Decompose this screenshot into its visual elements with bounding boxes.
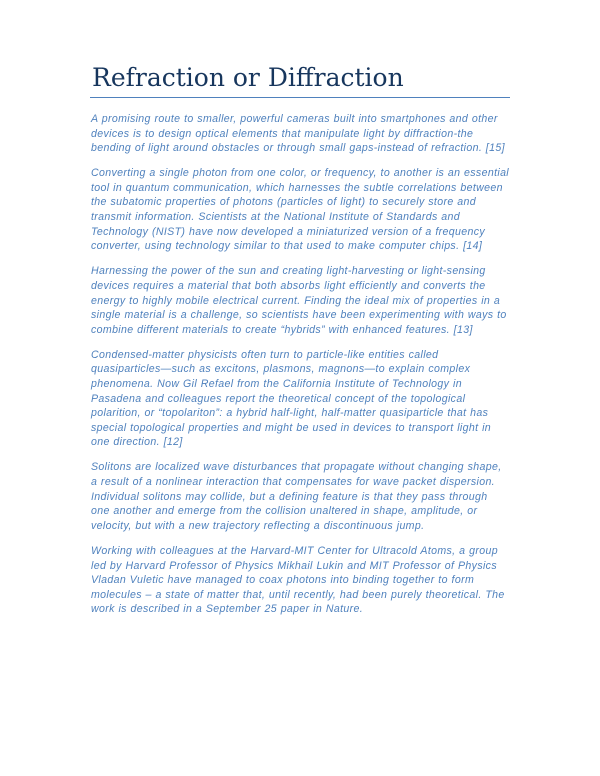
paragraph-frequency-converter: Converting a single photon from one color, or frequency, to another is an essential tool in quantum communication, which harnesses the subtle correlations between the subatomic properties of photons (particles of light) to securely store and transmit information. Scientists at the National Institute of Standards and Technology (NIST) have now developed a miniaturized version of a frequency converter, using technology similar to that used to make computer chips. [14] [91,167,510,253]
paragraph-topolariton: Condensed-matter physicists often turn to particle-like entities called quasiparticles—such as excitons, plasmons, magnons—to explain complex phenomena. Now Gil Refael from the California Institute of Technology in Pasadena and colleagues report the theoretical concept of the topological polarition, or “topolariton”: a hybrid half-light, half-matter quasiparticle that has special topological properties and might be used in devices to transport light in one direction. [12] [91,348,492,449]
paragraph-solitons: Solitons are localized wave disturbances that propagate without changing shape, a result of a nonlinear interaction that compensates for wave packet dispersion. Individual solitons may collide, but a defining feature is that they pass through one another and emerge from the collision unaltered in shape, amplitude, or velocity, but with a new trajectory reflecting a discontinuous jump. [91,461,502,532]
paragraph-diffraction-cameras: A promising route to smaller, powerful cameras built into smartphones and other devices is to design optical elements that manipulate light by diffraction-the bending of light around obstacles or through small gaps-instead of refraction. [15] [91,113,505,155]
document-body [91,112,509,627]
page-title: Refraction or Diffraction [92,63,404,92]
title-underline-divider [90,97,510,98]
paragraph-hybrid-materials: Harnessing the power of the sun and creating light-harvesting or light-sensing devices requires a material that both absorbs light efficiently and converts the energy to highly mobile electrical current. Finding the ideal mix of properties in a single material is a challenge, so scientists have been experimenting with ways to combine different materials to create “hybrids” with enhanced features. [13] [91,265,507,336]
paragraph-photon-molecules: Working with colleagues at the Harvard-MIT Center for Ultracold Atoms, a group led by Harvard Professor of Physics Mikhail Lukin and MIT Professor of Physics Vladan Vuletic have managed to coax photons into binding together to form molecules – a state of matter that, until recently, had been purely theoretical. The work is described in a September 25 paper in Nature. [91,544,505,616]
